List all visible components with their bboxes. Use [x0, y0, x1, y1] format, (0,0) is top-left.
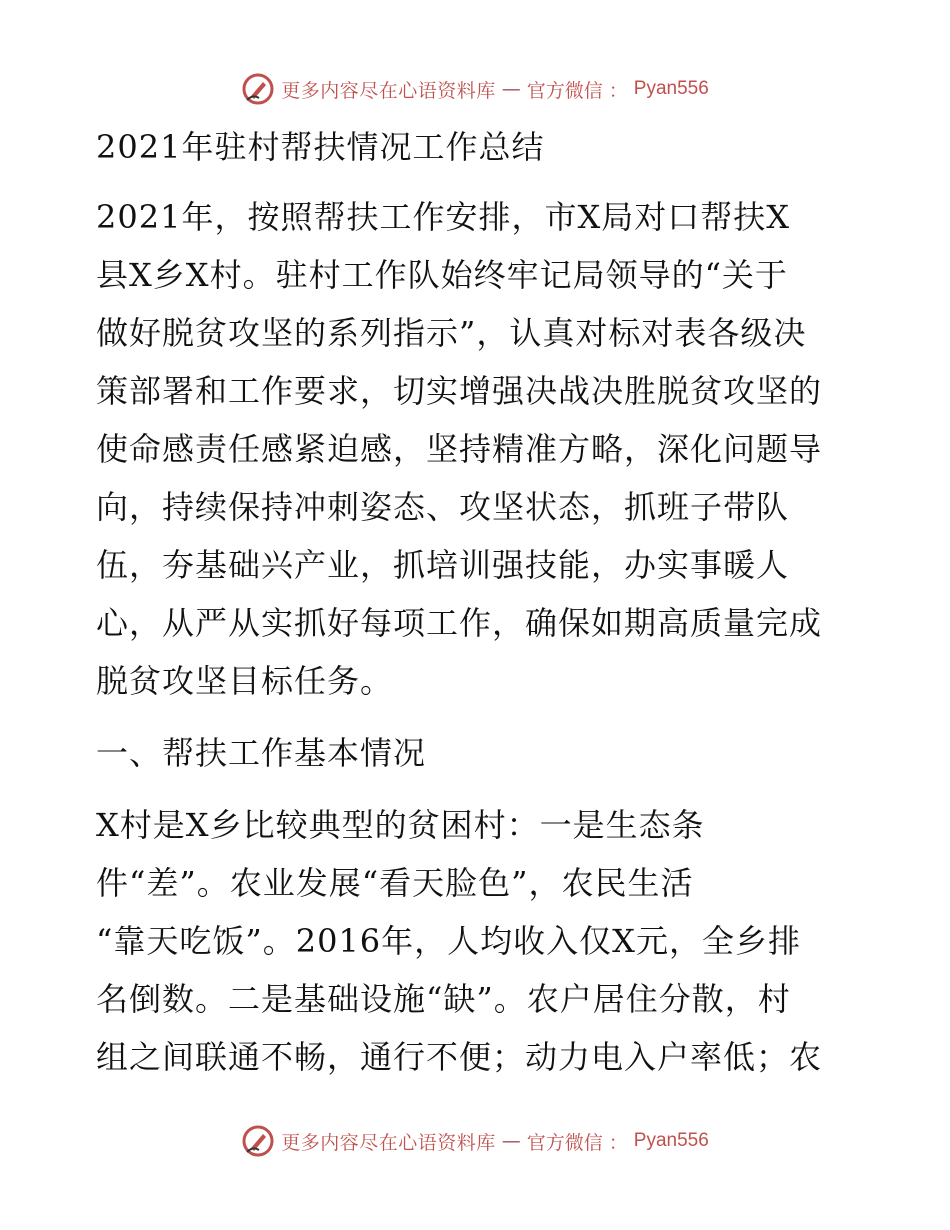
watermark-text: 更多内容尽在心语资料库 [281, 1131, 496, 1154]
paragraph-line: 脱贫攻坚目标任务。 [96, 662, 394, 700]
paragraph-line: 使命感责任感紧迫感，坚持精准方略，深化问题导 [96, 430, 823, 468]
watermark-text: 更多内容尽在心语资料库 [281, 79, 496, 102]
paragraph-line: 组之间联通不畅，通行不便；动力电入户率低；农 [96, 1038, 823, 1076]
watermark-separator: — [501, 1130, 521, 1152]
watermark-header [0, 72, 950, 106]
paragraph-line: 名倒数。二是基础设施“缺”。农户居住分散，村 [96, 980, 791, 1018]
paragraph-line: 心，从严从实抓好每项工作，确保如期高质量完成 [96, 604, 823, 642]
watermark-separator: — [501, 78, 521, 100]
paragraph-line: 伍，夯基础兴产业，抓培训强技能，办实事暖人 [96, 546, 790, 584]
document-body [96, 118, 856, 1086]
paragraph-line: 县X乡X村。驻村工作队始终牢记局领导的“关于 [96, 256, 788, 294]
paragraph-line: 向，持续保持冲刺姿态、攻坚状态，抓班子带队 [96, 488, 790, 526]
paragraph-line: X村是X乡比较典型的贫困村：一是生态条 [96, 806, 705, 844]
document-title: 2021年驻村帮扶情况工作总结 [96, 128, 545, 166]
watermark-wechat-id: Pyan556 [633, 1130, 709, 1151]
paragraph-line: “靠天吃饭”。2016年，人均收入仅X元，全乡排 [96, 922, 801, 960]
pen-logo-icon [241, 1124, 275, 1158]
watermark-wechat-label: 官方微信 [526, 1131, 603, 1154]
paragraph-line: 做好脱贫攻坚的系列指示”，认真对标对表各级决 [96, 314, 807, 352]
watermark-wechat-label: 官方微信 [526, 79, 603, 102]
watermark-colon: ： [608, 79, 628, 102]
paragraph-2 [96, 796, 856, 1086]
section-heading: 一、帮扶工作基本情况 [96, 734, 427, 772]
paragraph-line: 2021年，按照帮扶工作安排，市X局对口帮扶X [96, 198, 791, 236]
paragraph-1 [96, 188, 856, 710]
paragraph-line: 策部署和工作要求，切实增强决战决胜脱贫攻坚的 [96, 372, 823, 410]
pen-logo-icon [241, 72, 275, 106]
watermark-colon: ： [608, 1131, 628, 1154]
watermark-wechat-id: Pyan556 [633, 78, 709, 99]
watermark-footer [0, 1124, 950, 1158]
paragraph-line: 件“差”。农业发展“看天脸色”，农民生活 [96, 864, 694, 902]
